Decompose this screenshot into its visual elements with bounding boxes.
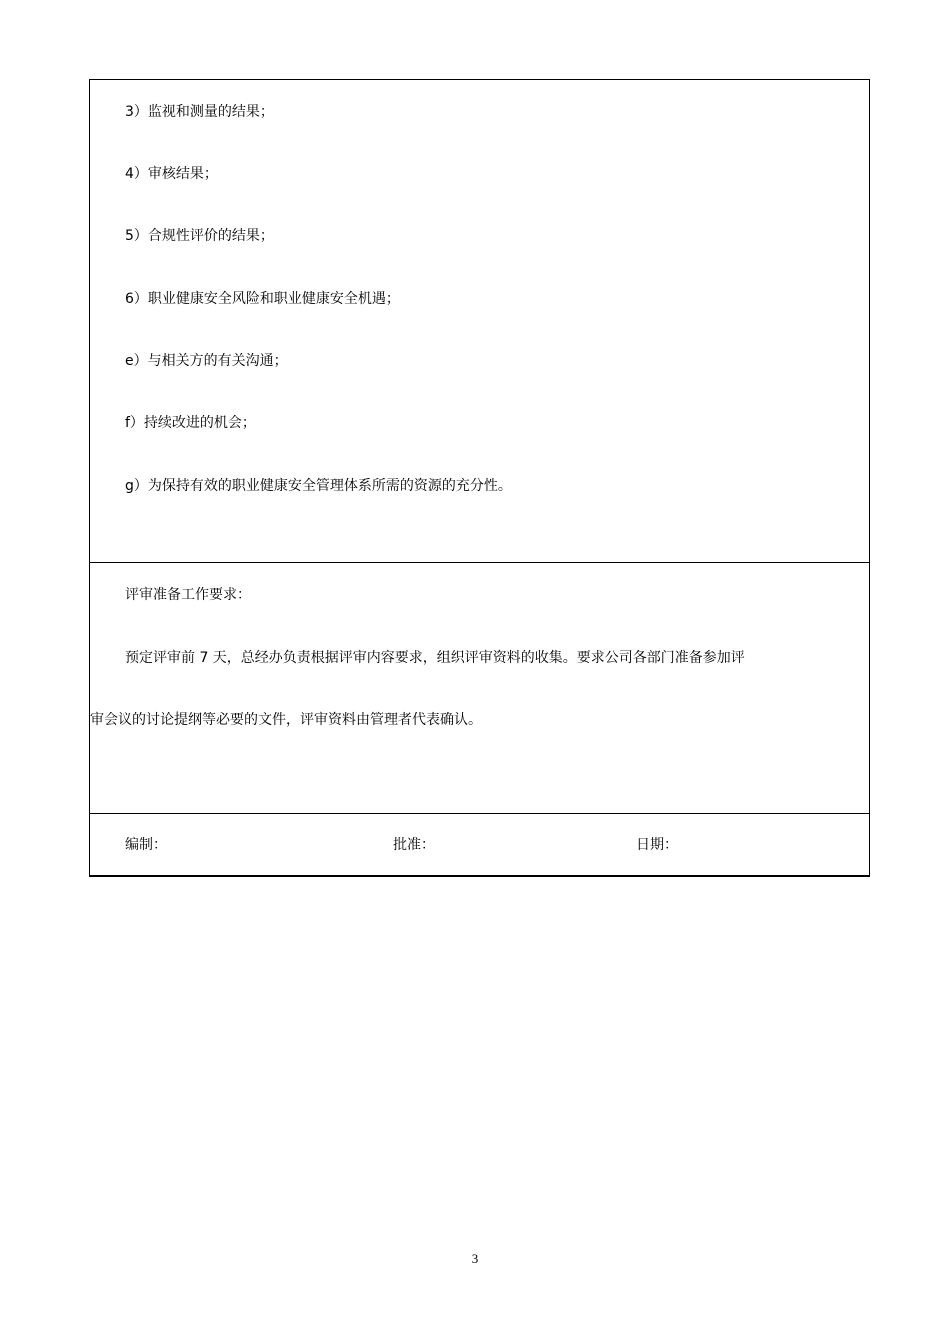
approved-by-label: 批准： (393, 837, 435, 853)
review-input-list-cell (90, 80, 869, 562)
date-label: 日期： (636, 837, 678, 853)
list-item: 6）职业健康安全风险和职业健康安全机遇； (125, 291, 400, 307)
preparation-heading: 评审准备工作要求： (125, 587, 251, 603)
preparation-text-line-1: 预定评审前 7 天，总经办负责根据评审内容要求，组织评审资料的收集。要求公司各部门准备参加评 (125, 650, 745, 666)
list-item: g）为保持有效的职业健康安全管理体系所需的资源的充分性。 (125, 478, 512, 494)
preparation-text-line-2: 审会议的讨论提纲等必要的文件，评审资料由管理者代表确认。 (90, 712, 482, 728)
compiled-by-label: 编制： (125, 837, 167, 853)
signoff-row (90, 813, 869, 875)
preparation-requirements-cell (90, 562, 869, 813)
list-item: 5）合规性评价的结果； (125, 228, 274, 244)
page-number: 3 (471, 1251, 479, 1266)
list-item: 3）监视和测量的结果； (125, 104, 274, 120)
list-item: e）与相关方的有关沟通； (125, 353, 288, 369)
list-item: 4）审核结果； (125, 166, 218, 182)
review-form-table (89, 79, 870, 877)
list-item: f）持续改进的机会； (125, 415, 256, 431)
